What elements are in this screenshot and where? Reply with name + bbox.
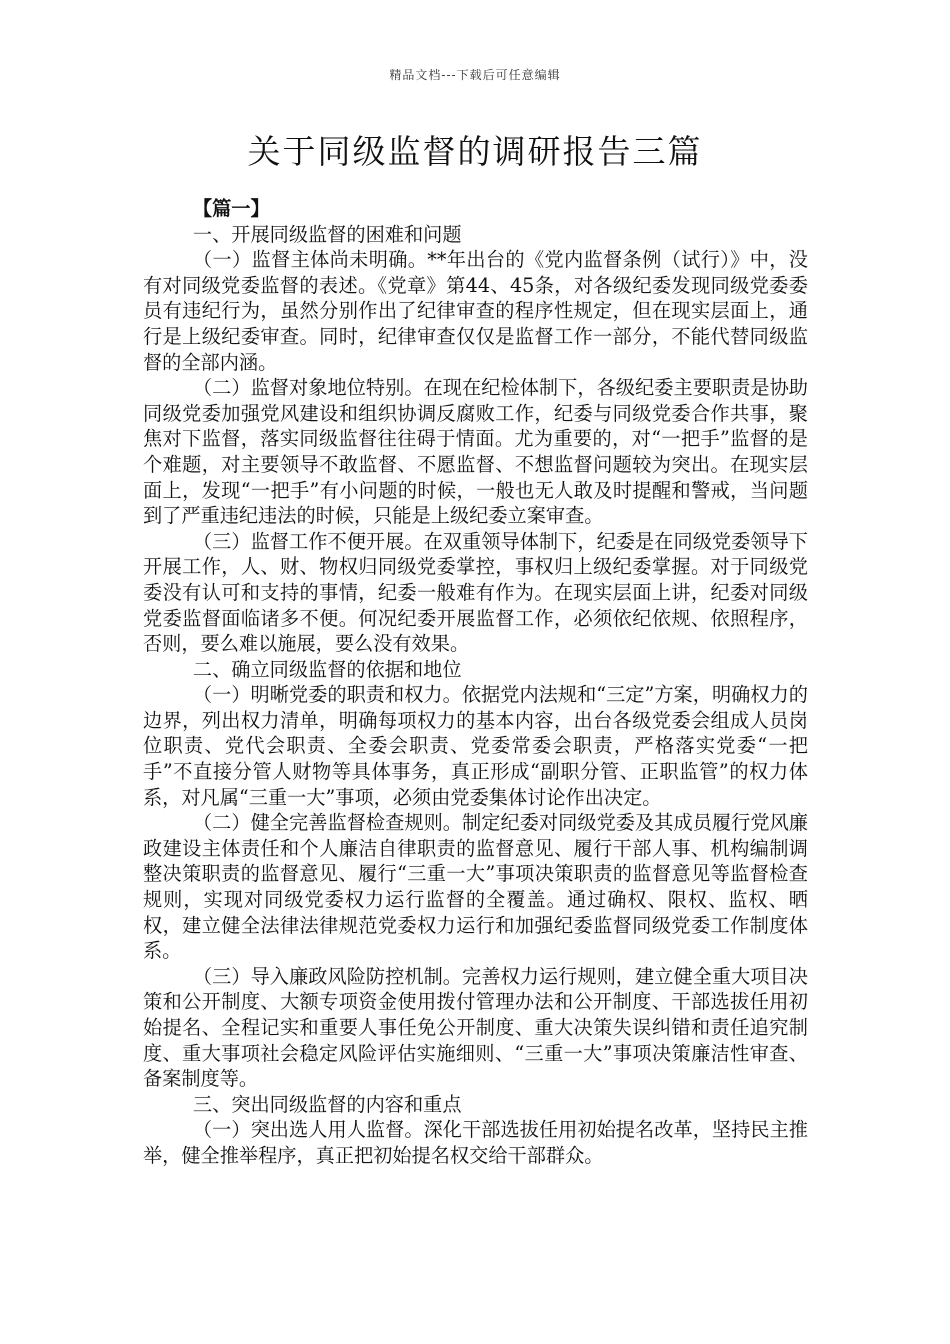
paragraph: （三）导入廉政风险防控机制。完善权力运行规则，建立健全重大项目决策和公开制度、大额专项资金使用拨付管理办法和公开制度、干部选拔任用初始提名、全程记实和重要人事任免公开制度、重大决策失误纠错和责任追究制度、重大事项社会稳定风险评估实施细则、“三重一大”事项决策廉洁性审查、备案制度等。 [143, 964, 808, 1091]
chapter-heading: 【篇一】 [192, 197, 270, 220]
document-title: 关于同级监督的调研报告三篇 [247, 132, 703, 171]
paragraph: （二）监督对象地位特别。在现在纪检体制下，各级纪委主要职责是协助同级党委加强党风建设和组织协调反腐败工作，纪委与同级党委合作共事，聚焦对下监督，落实同级监督往往碍于情面。尤为重要的，对“一把手”监督的是个难题，对主要领导不敢监督、不愿监督、不想监督问题较为突出。在现实层面上，发现“一把手”有小问题的时候，一般也无人敢及时提醒和警戒，当问题到了严重违纪违法的时候，只能是上级纪委立案审查。 [143, 376, 808, 528]
paragraph: （一）监督主体尚未明确。**年出台的《党内监督条例（试行）》中，没有对同级党委监督的表述。《党章》第44、45条，对各级纪委发现同级党委委员有违纪行为，虽然分别作出了纪律审查的程序性规定，但在现实层面上，通行是上级纪委审查。同时，纪律审查仅仅是监督工作一部分，不能代替同级监督的全部内涵。 [143, 248, 808, 374]
section-heading: 三、突出同级监督的内容和重点 [192, 1092, 462, 1116]
paragraph: （二）健全完善监督检查规则。制定纪委对同级党委及其成员履行党风廉政建设主体责任和个人廉洁自律职责的监督意见、履行干部人事、机构编制调整决策职责的监督意见、履行“三重一大”事项决策职责的监督意见等监督检查规则，实现对同级党委权力运行监督的全覆盖。通过确权、限权、监权、晒权，建立健全法律法律规范党委权力运行和加强纪委监督同级党委工作制度体系。 [143, 811, 808, 963]
section-heading: 一、开展同级监督的困难和问题 [192, 222, 462, 246]
document-body [143, 196, 808, 1169]
paragraph: （三）监督工作不便开展。在双重领导体制下，纪委是在同级党委领导下开展工作，人、财、物权归同级党委掌控，事权归上级纪委掌握。对于同级党委没有认可和支持的事情，纪委一般难有作为。在现实层面上讲，纪委对同级党委监督面临诸多不便。何况纪委开展监督工作，必须依纪依规、依照程序，否则，要么难以施展，要么没有效果。 [143, 529, 808, 656]
paragraph: （一）明晰党委的职责和权力。依据党内法规和“三定”方案，明确权力的边界，列出权力清单，明确每项权力的基本内容，出台各级党委会组成人员岗位职责、党代会职责、全委会职责、党委常委会职责，严格落实党委“一把手”不直接分管人财物等具体事务，真正形成“副职分管、正职监管”的权力体系，对凡属“三重一大”事项，必须由党委集体讨论作出决定。 [143, 683, 808, 809]
section-heading: 二、确立同级监督的依据和地位 [192, 657, 462, 681]
page-header: 精品文档---下载后可任意编辑 [389, 68, 561, 82]
paragraph: （一）突出选人用人监督。深化干部选拔任用初始提名改革，坚持民主推举，健全推举程序，真正把初始提名权交给干部群众。 [143, 1118, 808, 1167]
